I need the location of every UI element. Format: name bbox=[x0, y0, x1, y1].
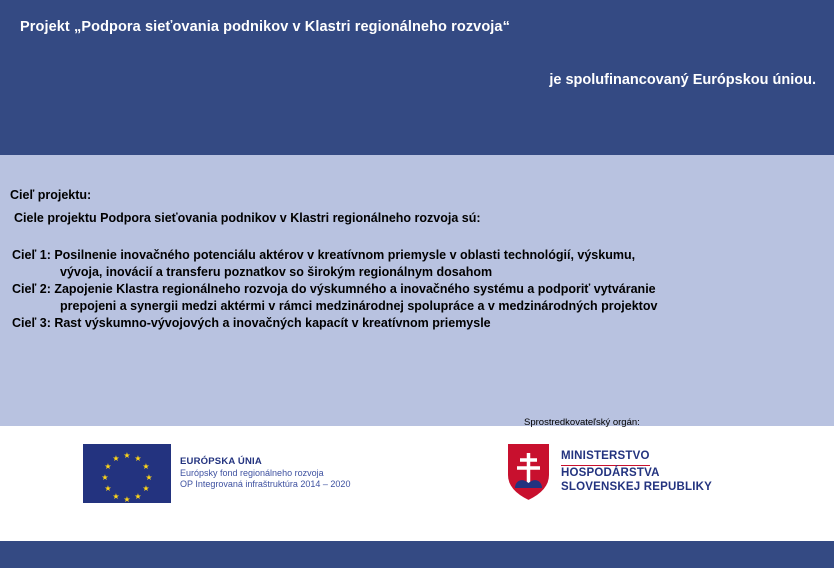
ministry-line3: SLOVENSKEJ REPUBLIKY bbox=[561, 481, 712, 494]
goal-item-3 bbox=[12, 315, 822, 332]
eu-flag-icon: ★ ★ ★ ★ ★ ★ ★ ★ ★ ★ ★ ★ bbox=[83, 444, 171, 503]
ministry-line1 bbox=[561, 449, 712, 466]
goal-item-2-line1: Cieľ 2: Zapojenie Klastra regionálneho rozvoja do výskumného a inovačného systému a podporiť vytváranie bbox=[12, 282, 656, 296]
goal-item-2-line2: prepojeni a synergii medzi aktérmi v rámci medzinárodnej spolupráce a v medzinárodných projektov bbox=[60, 298, 658, 313]
ministry-logo-text bbox=[561, 449, 712, 496]
goal-item-1-line2: vývoja, inovácií a transferu poznatkov so širokým regionálnym dosahom bbox=[60, 264, 493, 279]
page-title: Projekt „Podpora sieťovania podnikov v Klastri regionálneho rozvoja“ bbox=[20, 19, 510, 35]
header-band bbox=[0, 0, 834, 155]
eu-logo bbox=[83, 444, 350, 503]
eu-logo-line1: EURÓPSKA ÚNIA bbox=[180, 456, 262, 468]
slovak-coat-of-arms-icon bbox=[505, 441, 552, 503]
eu-logo-line2: Európsky fond regionálneho rozvoja bbox=[180, 468, 324, 479]
ministry-logo bbox=[505, 441, 712, 503]
goal-heading: Cieľ projektu: bbox=[10, 188, 92, 202]
goal-item-2 bbox=[12, 281, 822, 314]
header-subtitle: je spolufinancovaný Európskou úniou. bbox=[549, 72, 816, 88]
goal-list bbox=[12, 247, 822, 333]
footer-band bbox=[0, 541, 834, 568]
goal-item-1-line1: Cieľ 1: Posilnenie inovačného potenciálu aktérov v kreatívnom priemysle v oblasti technológií, výskumu, bbox=[12, 248, 636, 262]
intermediary-body-label: Sprostredkovateľský orgán: bbox=[524, 417, 640, 428]
goal-item-3-line1: Cieľ 3: Rast výskumno-vývojových a inovačných kapacít v kreatívnom priemysle bbox=[12, 316, 491, 330]
eu-logo-text bbox=[180, 456, 350, 490]
goal-lead: Ciele projektu Podpora sieťovania podnikov v Klastri regionálneho rozvoja sú: bbox=[14, 211, 481, 225]
ministry-line1-text: MINISTERSTVO bbox=[561, 449, 650, 466]
ministry-line2: HOSPODÁRSTVA bbox=[561, 466, 660, 479]
goal-item-1 bbox=[12, 247, 822, 280]
eu-logo-line3: OP Integrovaná infraštruktúra 2014 – 2020 bbox=[180, 479, 351, 490]
